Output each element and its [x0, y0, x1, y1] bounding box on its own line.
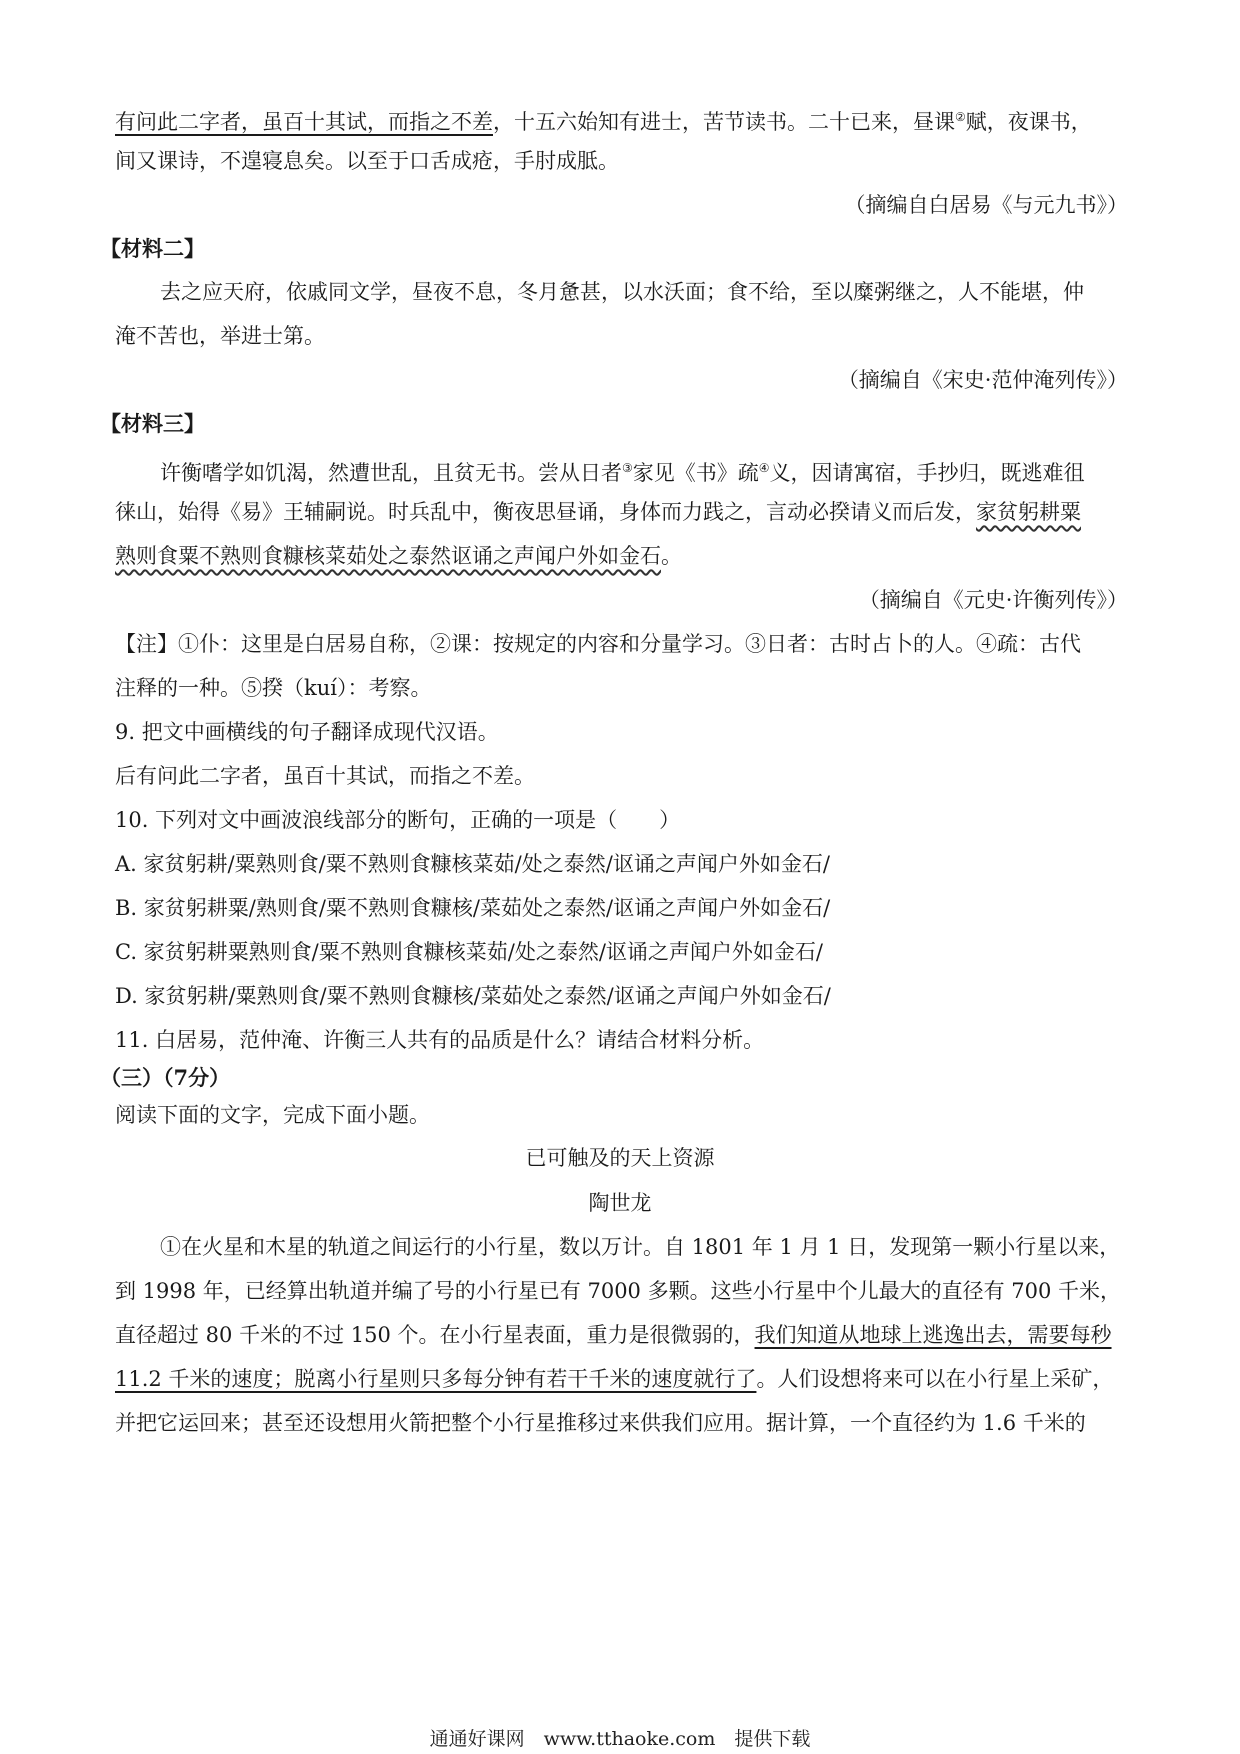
answer-option: A. 家贫躬耕/粟熟则食/粟不熟则食糠核菜茹/处之泰然/讴诵之声闻户外如金石/: [115, 852, 830, 876]
page-footer: 通通好课网 www.tthaoke.com 提供下载: [429, 1728, 811, 1750]
answer-option: C. 家贫躬耕粟熟则食/粟不熟则食糠核菜茹/处之泰然/讴诵之声闻户外如金石/: [115, 940, 823, 964]
underlined-sentence: 我们知道从地球上逃逸出去，需要每秒: [754, 1323, 1112, 1347]
question-stem: 11. 白居易，范仲淹、许衡三人共有的品质是什么？请结合材料分析。: [115, 1028, 765, 1052]
text-line: 熟则食粟不熟则食糠核菜茹处之泰然讴诵之声闻户外如金石。: [115, 544, 682, 568]
footnote-marker: ③: [622, 461, 633, 475]
section-instruction: 阅读下面的文字，完成下面小题。: [115, 1103, 430, 1127]
material-header: 【材料三】: [100, 411, 205, 436]
underlined-sentence: 11.2 千米的速度；脱离小行星则只多每分钟有若干千米的速度就行了: [115, 1367, 757, 1391]
text-line: 间又课诗，不遑寝息矣。以至于口舌成疮，手肘成胝。: [115, 149, 619, 173]
source-citation: （摘编自《宋史·范仲淹列传》）: [837, 368, 1128, 392]
footnote-marker: ④: [758, 461, 770, 475]
text-line: 去之应天府，依戚同文学，昼夜不息，冬月惫甚，以水沃面；食不给，至以糜粥继之，人不能堪，仲: [160, 280, 1084, 304]
question-stem: 10. 下列对文中画波浪线部分的断句，正确的一项是（ ）: [115, 808, 681, 832]
article-author: 陶世龙: [588, 1191, 652, 1215]
answer-option: D. 家贫躬耕/粟熟则食/粟不熟则食糠核/菜茹处之泰然/讴诵之声闻户外如金石/: [115, 984, 831, 1008]
wavy-underlined-text: 熟则食粟不熟则食糠核菜茹处之泰然讴诵之声闻户外如金石: [115, 544, 661, 568]
source-citation: （摘编自《元史·许衡列传》）: [858, 588, 1128, 612]
answer-option: B. 家贫躬耕粟/熟则食/粟不熟则食糠核/菜茹处之泰然/讴诵之声闻户外如金石/: [115, 896, 831, 920]
text-line: 徕山，始得《易》王辅嗣说。时兵乱中，衡夜思昼诵，身体而力践之，言动必揆请义而后发，家贫躬耕粟: [115, 500, 1081, 524]
text-line: 到 1998 年，已经算出轨道并编了号的小行星已有 7000 多颗。这些小行星中个儿最大的直径有 700 千米，: [115, 1279, 1122, 1303]
question-stem: 9. 把文中画横线的句子翻译成现代汉语。: [115, 720, 499, 744]
annotation-note: 注释的一种。⑤揆（kuí）：考察。: [115, 676, 432, 700]
underlined-sentence: 有问此二字者，虽百十其试，而指之不差: [115, 110, 493, 134]
section-header: （三）（7分）: [100, 1065, 231, 1090]
footnote-marker: ②: [955, 110, 966, 124]
source-citation: （摘编自白居易《与元九书》）: [844, 193, 1128, 217]
text-line: 11.2 千米的速度；脱离小行星则只多每分钟有若干千米的速度就行了。人们设想将来可以在小行星上采矿，: [115, 1367, 1114, 1391]
material-header: 【材料二】: [100, 236, 205, 261]
text-line: 直径超过 80 千米的不过 150 个。在小行星表面，重力是很微弱的，我们知道从地球上逃逸出去，需要每秒: [115, 1323, 1112, 1347]
text-line: 许衡嗜学如饥渴，然遭世乱，且贫无书。尝从日者③家见《书》疏④义，因请寓宿，手抄归，既逃难徂: [160, 461, 1085, 485]
text-line: 并把它运回来；甚至还设想用火箭把整个小行星推移过来供我们应用。据计算，一个直径约为 1.6 千米的: [115, 1411, 1086, 1435]
question-sentence: 后有问此二字者，虽百十其试，而指之不差。: [115, 764, 535, 788]
text-line: 淹不苦也，举进士第。: [115, 324, 325, 348]
text-line: ①在火星和木星的轨道之间运行的小行星，数以万计。自 1801 年 1 月 1 日，发现第一颗小行星以来，: [160, 1235, 1121, 1259]
wavy-underlined-text: 家贫躬耕粟: [976, 500, 1081, 524]
text-line: 有问此二字者，虽百十其试，而指之不差，十五六始知有进士，苦节读书。二十已来，昼课②赋，夜课书，: [115, 110, 1092, 134]
article-title: 已可触及的天上资源: [525, 1146, 715, 1170]
annotation-note: 【注】①仆：这里是白居易自称，②课：按规定的内容和分量学习。③日者：古时占卜的人。④疏：古代: [115, 632, 1081, 656]
